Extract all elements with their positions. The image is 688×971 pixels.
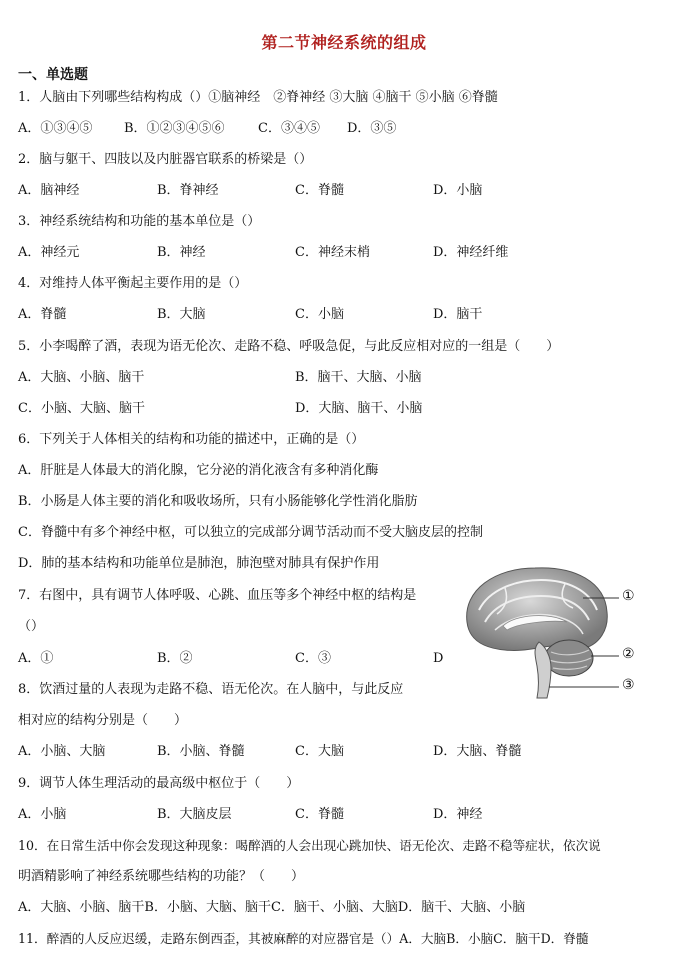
question-9-option-d: D．神经 [433, 807, 483, 822]
question-8-option-c: C．大脑 [295, 744, 344, 759]
question-1-option-a: A．①③④⑤ [18, 121, 93, 136]
question-4-option-d: D．脑干 [433, 307, 483, 322]
page-title: 第二节神经系统的组成 [261, 33, 427, 52]
figure-label-3: ③ [622, 677, 635, 693]
question-2-option-d: D．小脑 [433, 183, 483, 198]
question-8-option-d: D．大脑、脊髓 [433, 744, 522, 759]
question-5-option-c: C．小脑、大脑、脑干 [18, 401, 145, 416]
question-5-option-d: D．大脑、脑干、小脑 [295, 401, 423, 416]
question-6-option-b: B．小肠是人体主要的消化和吸收场所，只有小肠能够化学性消化脂肪 [18, 494, 418, 509]
question-7-option-c: C．③ [295, 651, 331, 666]
question-9-option-a: A．小脑 [18, 807, 67, 822]
question-2-option-c: C．脊髓 [295, 183, 344, 198]
question-2-stem: 2．脑与躯干、四肢以及内脏器官联系的桥梁是（） [18, 152, 313, 167]
question-5-option-a: A．大脑、小脑、脑干 [18, 370, 145, 385]
question-6-stem: 6．下列关于人体相关的结构和功能的描述中，正确的是（） [18, 432, 365, 447]
question-4-option-c: C．小脑 [295, 307, 344, 322]
question-3-option-b: B．神经 [157, 245, 206, 260]
question-7-option-a: A．① [18, 651, 54, 666]
question-3-option-d: D．神经纤维 [433, 245, 509, 260]
question-11-stem: 11．醉酒的人反应迟缓，走路东倒西歪，其被麻醉的对应器官是（）A．大脑B．小脑C．脑干D．脊髓 [18, 931, 589, 946]
question-5-option-b: B．脑干、大脑、小脑 [295, 370, 422, 385]
question-2-option-a: A．脑神经 [18, 183, 80, 198]
question-8-stem-cont: 相对应的结构分别是（ ） [18, 713, 188, 728]
question-5-stem: 5．小李喝醉了酒，表现为语无伦次、走路不稳、呼吸急促，与此反应相对应的一组是（ ） [18, 339, 560, 354]
question-2-option-b: B．脊神经 [157, 183, 219, 198]
question-1-option-d: D．③⑤ [347, 121, 397, 136]
question-10-stem-cont: 明酒精影响了神经系统哪些结构的功能？（ ） [18, 869, 305, 884]
figure-label-2: ② [622, 646, 635, 662]
section-heading: 一、单选题 [18, 67, 88, 83]
question-8-option-a: A．小脑、大脑 [18, 744, 106, 759]
question-1-option-b: B．①②③④⑤⑥ [124, 121, 225, 136]
question-7-stem-cont: （） [18, 619, 45, 634]
question-6-option-a: A．肝脏是人体最大的消化腺，它分泌的消化液含有多种消化酶 [18, 463, 379, 478]
question-9-option-c: C．脊髓 [295, 807, 344, 822]
question-1-stem: 1．人脑由下列哪些结构构成（）①脑神经 ②脊神经 ③大脑 ④脑干 ⑤小脑 ⑥脊髓 [18, 90, 498, 105]
question-4-stem: 4．对维持人体平衡起主要作用的是（） [18, 276, 248, 291]
question-10-options: A．大脑、小脑、脑干B．小脑、大脑、脑干C．脑干、小脑、大脑D．脑干、大脑、小脑 [18, 900, 526, 915]
question-7-stem: 7．右图中，具有调节人体呼吸、心跳、血压等多个神经中枢的结构是 [18, 588, 417, 603]
question-4-option-b: B．大脑 [157, 307, 206, 322]
question-6-option-c: C．脊髓中有多个神经中枢，可以独立的完成部分调节活动而不受大脑皮层的控制 [18, 525, 483, 540]
figure-label-1: ① [622, 588, 635, 604]
question-10-stem: 10．在日常生活中你会发现这种现象：喝醉酒的人会出现心跳加快、语无伦次、走路不稳等症状，依次说 [18, 838, 601, 853]
question-8-option-b: B．小脑、脊髓 [157, 744, 245, 759]
question-1-option-c: C．③④⑤ [258, 121, 320, 136]
question-3-option-a: A．神经元 [18, 245, 80, 260]
question-6-option-d: D．肺的基本结构和功能单位是肺泡，肺泡壁对肺具有保护作用 [18, 556, 380, 571]
question-3-option-c: C．神经末梢 [295, 245, 370, 260]
question-4-option-a: A．脊髓 [18, 307, 67, 322]
question-7-option-d: D [433, 651, 444, 666]
question-8-stem: 8．饮酒过量的人表现为走路不稳、语无伦次。在人脑中，与此反应 [18, 682, 404, 697]
question-9-option-b: B．大脑皮层 [157, 807, 232, 822]
brain-figure [455, 560, 655, 700]
question-3-stem: 3．神经系统结构和功能的基本单位是（） [18, 214, 261, 229]
question-7-option-b: B．② [157, 651, 193, 666]
question-9-stem: 9．调节人体生理活动的最高级中枢位于（ ） [18, 776, 300, 791]
